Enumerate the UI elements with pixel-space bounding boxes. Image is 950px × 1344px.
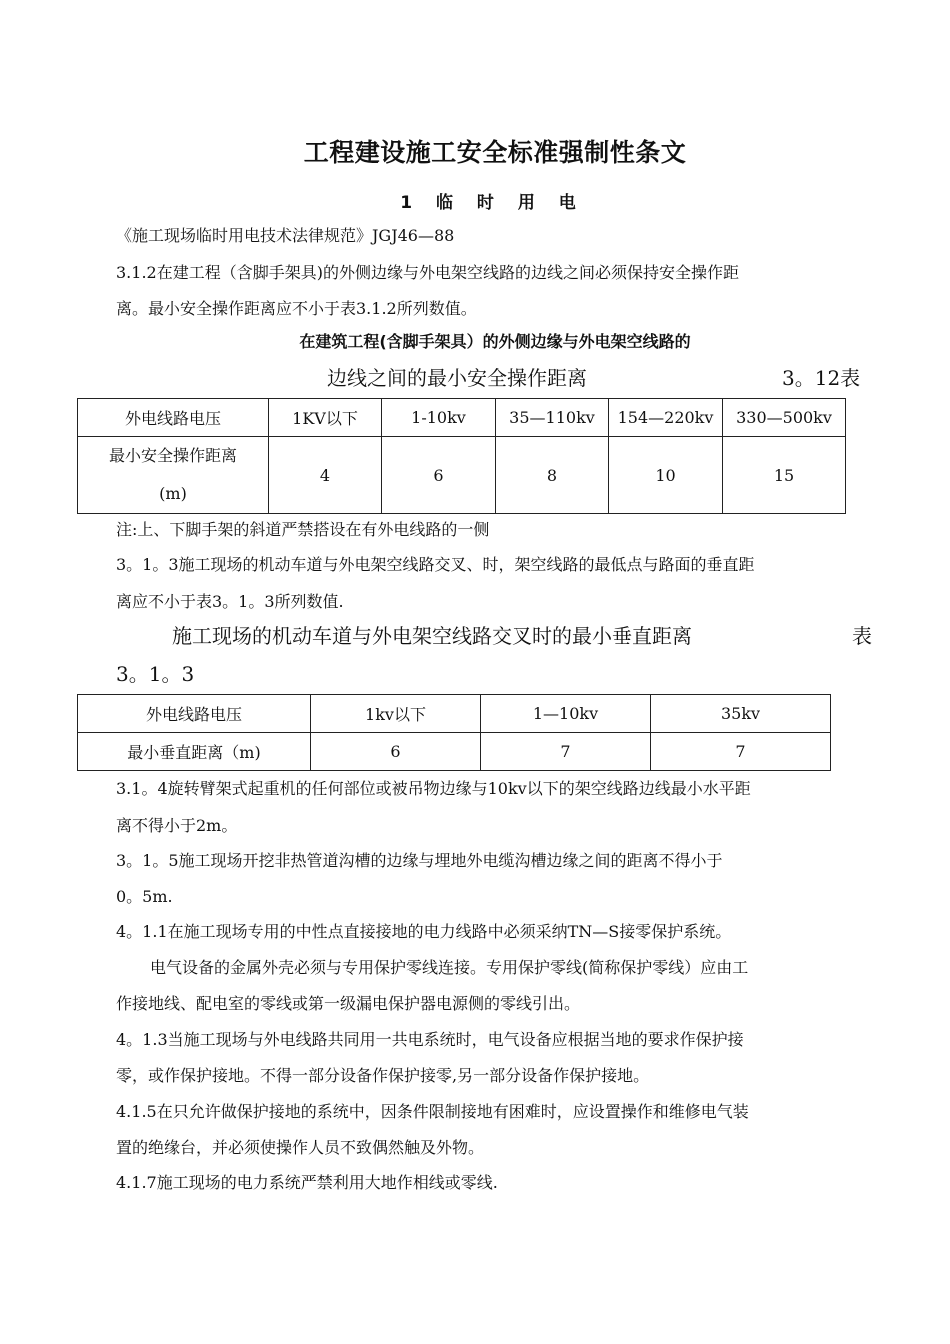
table-cell: 6 xyxy=(311,733,481,771)
table-header-cell: 154—220kv xyxy=(609,399,723,437)
clause-3-1-3-line1: 3。1。3施工现场的机动车道与外电架空线路交叉、时，架空线路的最低点与路面的垂直距 xyxy=(116,555,755,574)
clause-4-1-3-line1: 4。1.3当施工现场与外电线路共同用一共电系统时，电气设备应根据当地的要求作保护接 xyxy=(116,1030,744,1049)
table-cell: 7 xyxy=(651,733,831,771)
table1-number: 3。12表 xyxy=(782,366,861,390)
clause-4-1-3-line2: 零，或作保护接地。不得一部分设备作保护接零,另一部分设备作保护接地。 xyxy=(116,1066,650,1085)
standard-reference: 《施工现场临时用电技术法律规范》JGJ46—88 xyxy=(116,226,455,245)
row-label-line1: 最小安全操作距离 xyxy=(108,446,237,465)
clause-4-1-1-line3: 作接地线、配电室的零线或第一级漏电保护器电源侧的零线引出。 xyxy=(116,994,581,1013)
table-cell: 4 xyxy=(269,437,382,514)
clause-4-1-1-line2: 电气设备的金属外壳必须与专用保护零线连接。专用保护零线(简称保护零线）应由工 xyxy=(150,958,749,977)
clause-3-1-2-line2: 离。最小安全操作距离应不小于表3.1.2所列数值。 xyxy=(116,299,477,318)
table-row-label xyxy=(78,437,269,514)
table-cell: 10 xyxy=(609,437,723,514)
clause-3-1-4-line1: 3.1。4旋转臂架式起重机的任何部位或被吊物边缘与10kv以下的架空线路边线最小水平距 xyxy=(116,779,751,798)
table-cell: 8 xyxy=(496,437,609,514)
clause-4-1-7-line1: 4.1.7施工现场的电力系统严禁利用大地作相线或零线. xyxy=(116,1173,498,1192)
table1-caption-line1: 在建筑工程(含脚手架具）的外侧边缘与外电架空线路的 xyxy=(299,332,691,351)
table-row-label: 最小垂直距离（m) xyxy=(78,733,311,771)
table-header-cell: 外电线路电压 xyxy=(78,695,311,733)
table1-caption-line2: 边线之间的最小安全操作距离 xyxy=(327,366,587,390)
clause-4-1-5-line1: 4.1.5在只允许做保护接地的系统中，因条件限制接地有困难时，应设置操作和维修电气装 xyxy=(116,1102,749,1121)
table-header-cell: 35—110kv xyxy=(496,399,609,437)
table2-number: 3。1。3 xyxy=(116,662,195,686)
table2-caption: 施工现场的机动车道与外电架空线路交叉时的最小垂直距离 xyxy=(172,624,692,648)
table2-caption-suffix: 表 xyxy=(852,624,872,648)
table-header-cell: 1kv以下 xyxy=(311,695,481,733)
table-row xyxy=(78,437,846,514)
table-cell: 7 xyxy=(481,733,651,771)
table-header-cell: 1-10kv xyxy=(382,399,496,437)
table-row xyxy=(78,695,831,733)
document-title: 工程建设施工安全标准强制性条文 xyxy=(303,138,687,167)
table1-note: 注:上、下脚手架的斜道严禁搭设在有外电线路的一侧 xyxy=(116,520,490,539)
clause-3-1-5-line1: 3。1。5施工现场开挖非热管道沟槽的边缘与埋地外电缆沟槽边缘之间的距离不得小于 xyxy=(116,851,723,870)
table-cell: 6 xyxy=(382,437,496,514)
table-cell: 15 xyxy=(723,437,846,514)
clause-4-1-5-line2: 置的绝缘台，并必须使操作人员不致偶然触及外物。 xyxy=(116,1138,485,1157)
clause-3-1-5-line2: 0。5m. xyxy=(116,887,173,906)
table-row xyxy=(78,733,831,771)
section-heading: 1 临 时 用 电 xyxy=(400,193,580,213)
table-header-cell: 1—10kv xyxy=(481,695,651,733)
clause-3-1-4-line2: 离不得小于2m。 xyxy=(116,816,238,835)
clause-3-1-2-line1: 3.1.2在建工程（含脚手架具)的外侧边缘与外电架空线路的边线之间必须保持安全操作距 xyxy=(116,263,739,282)
table-row xyxy=(78,399,846,437)
clause-4-1-1-line1: 4。1.1在施工现场专用的中性点直接接地的电力线路中必须采纳TN—S接零保护系统。 xyxy=(116,922,732,941)
table-header-cell: 外电线路电压 xyxy=(78,399,269,437)
clause-3-1-3-line2: 离应不小于表3。1。3所列数值. xyxy=(116,592,344,611)
table-header-cell: 330—500kv xyxy=(723,399,846,437)
table-header-cell: 1KV以下 xyxy=(269,399,382,437)
table-header-cell: 35kv xyxy=(651,695,831,733)
safety-distance-table xyxy=(77,398,846,514)
vertical-distance-table xyxy=(77,694,831,771)
row-label-line2: (m) xyxy=(159,484,187,503)
